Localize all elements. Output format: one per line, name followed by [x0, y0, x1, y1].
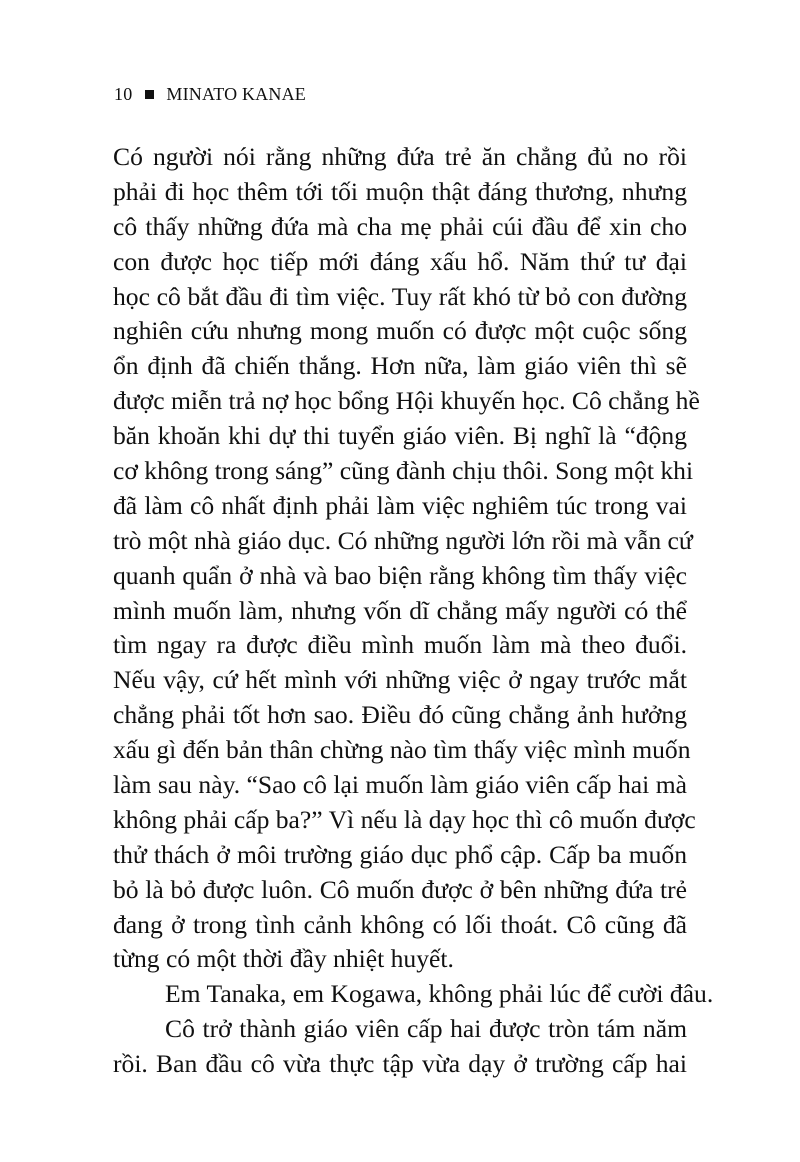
page-number: 10	[114, 84, 133, 104]
text-line: làm sau này. “Sao cô lại muốn làm giáo viên cấp hai mà	[113, 770, 687, 800]
text-line: con được học tiếp mới đáng xấu hổ. Năm thứ tư đại	[113, 246, 687, 276]
text-line: nghiên cứu nhưng mong muốn có được một cuộc sống	[113, 316, 687, 346]
text-line: Có người nói rằng những đứa trẻ ăn chẳng đủ no rồi	[113, 142, 687, 171]
text-line: Nếu vậy, cứ hết mình với những việc ở ngay trước mắt	[113, 665, 687, 695]
running-head	[114, 84, 306, 105]
text-line: không phải cấp ba?” Vì nếu là dạy học thì cô muốn được	[113, 804, 696, 834]
text-line: học cô bắt đầu đi tìm việc. Tuy rất khó từ bỏ con đường	[113, 281, 687, 311]
black-square-icon	[145, 90, 154, 99]
text-line: được miễn trả nợ học bổng Hội khuyến học. Cô chẳng hề	[113, 386, 700, 416]
text-line: quanh quẩn ở nhà và bao biện rằng không tìm thấy việc	[113, 560, 687, 590]
text-line: bỏ là bỏ được luôn. Cô muốn được ở bên những đứa trẻ	[113, 874, 687, 904]
body-text	[113, 140, 714, 1082]
text-line: Cô trở thành giáo viên cấp hai được tròn tám năm	[165, 1014, 687, 1044]
paragraph	[113, 977, 714, 1012]
text-line: cô thấy những đứa mà cha mẹ phải cúi đầu để xin cho	[113, 211, 687, 241]
text-line: mình muốn làm, nhưng vốn dĩ chẳng mấy người có thể	[113, 595, 687, 625]
text-line: đã làm cô nhất định phải làm việc nghiêm túc trong vai	[113, 490, 687, 520]
paragraph	[113, 140, 700, 977]
paragraph	[113, 1012, 687, 1082]
text-line: trò một nhà giáo dục. Có những người lớn rồi mà vẫn cứ	[113, 525, 693, 555]
text-line: Em Tanaka, em Kogawa, không phải lúc để cười đâu.	[165, 979, 714, 1009]
text-line: từng có một thời đầy nhiệt huyết.	[113, 944, 454, 974]
text-line: băn khoăn khi dự thi tuyển giáo viên. Bị nghĩ là “động	[113, 421, 687, 451]
text-line: đang ở trong tình cảnh không có lối thoát. Cô cũng đã	[113, 909, 687, 939]
text-line: tìm ngay ra được điều mình muốn làm mà theo đuổi.	[113, 630, 687, 660]
text-line: rồi. Ban đầu cô vừa thực tập vừa dạy ở trường cấp hai	[113, 1049, 687, 1079]
author-name: MINATO KANAE	[166, 84, 306, 104]
text-line: cơ không trong sáng” cũng đành chịu thôi. Song một khi	[113, 456, 694, 486]
text-line: thử thách ở môi trường giáo dục phổ cập. Cấp ba muốn	[113, 839, 687, 869]
text-line: xấu gì đến bản thân chừng nào tìm thấy việc mình muốn	[113, 735, 691, 765]
text-line: phải đi học thêm tới tối muộn thật đáng thương, nhưng	[113, 176, 687, 206]
text-line: ổn định đã chiến thắng. Hơn nữa, làm giáo viên thì sẽ	[113, 351, 687, 381]
text-line: chẳng phải tốt hơn sao. Điều đó cũng chẳng ảnh hưởng	[113, 700, 687, 730]
